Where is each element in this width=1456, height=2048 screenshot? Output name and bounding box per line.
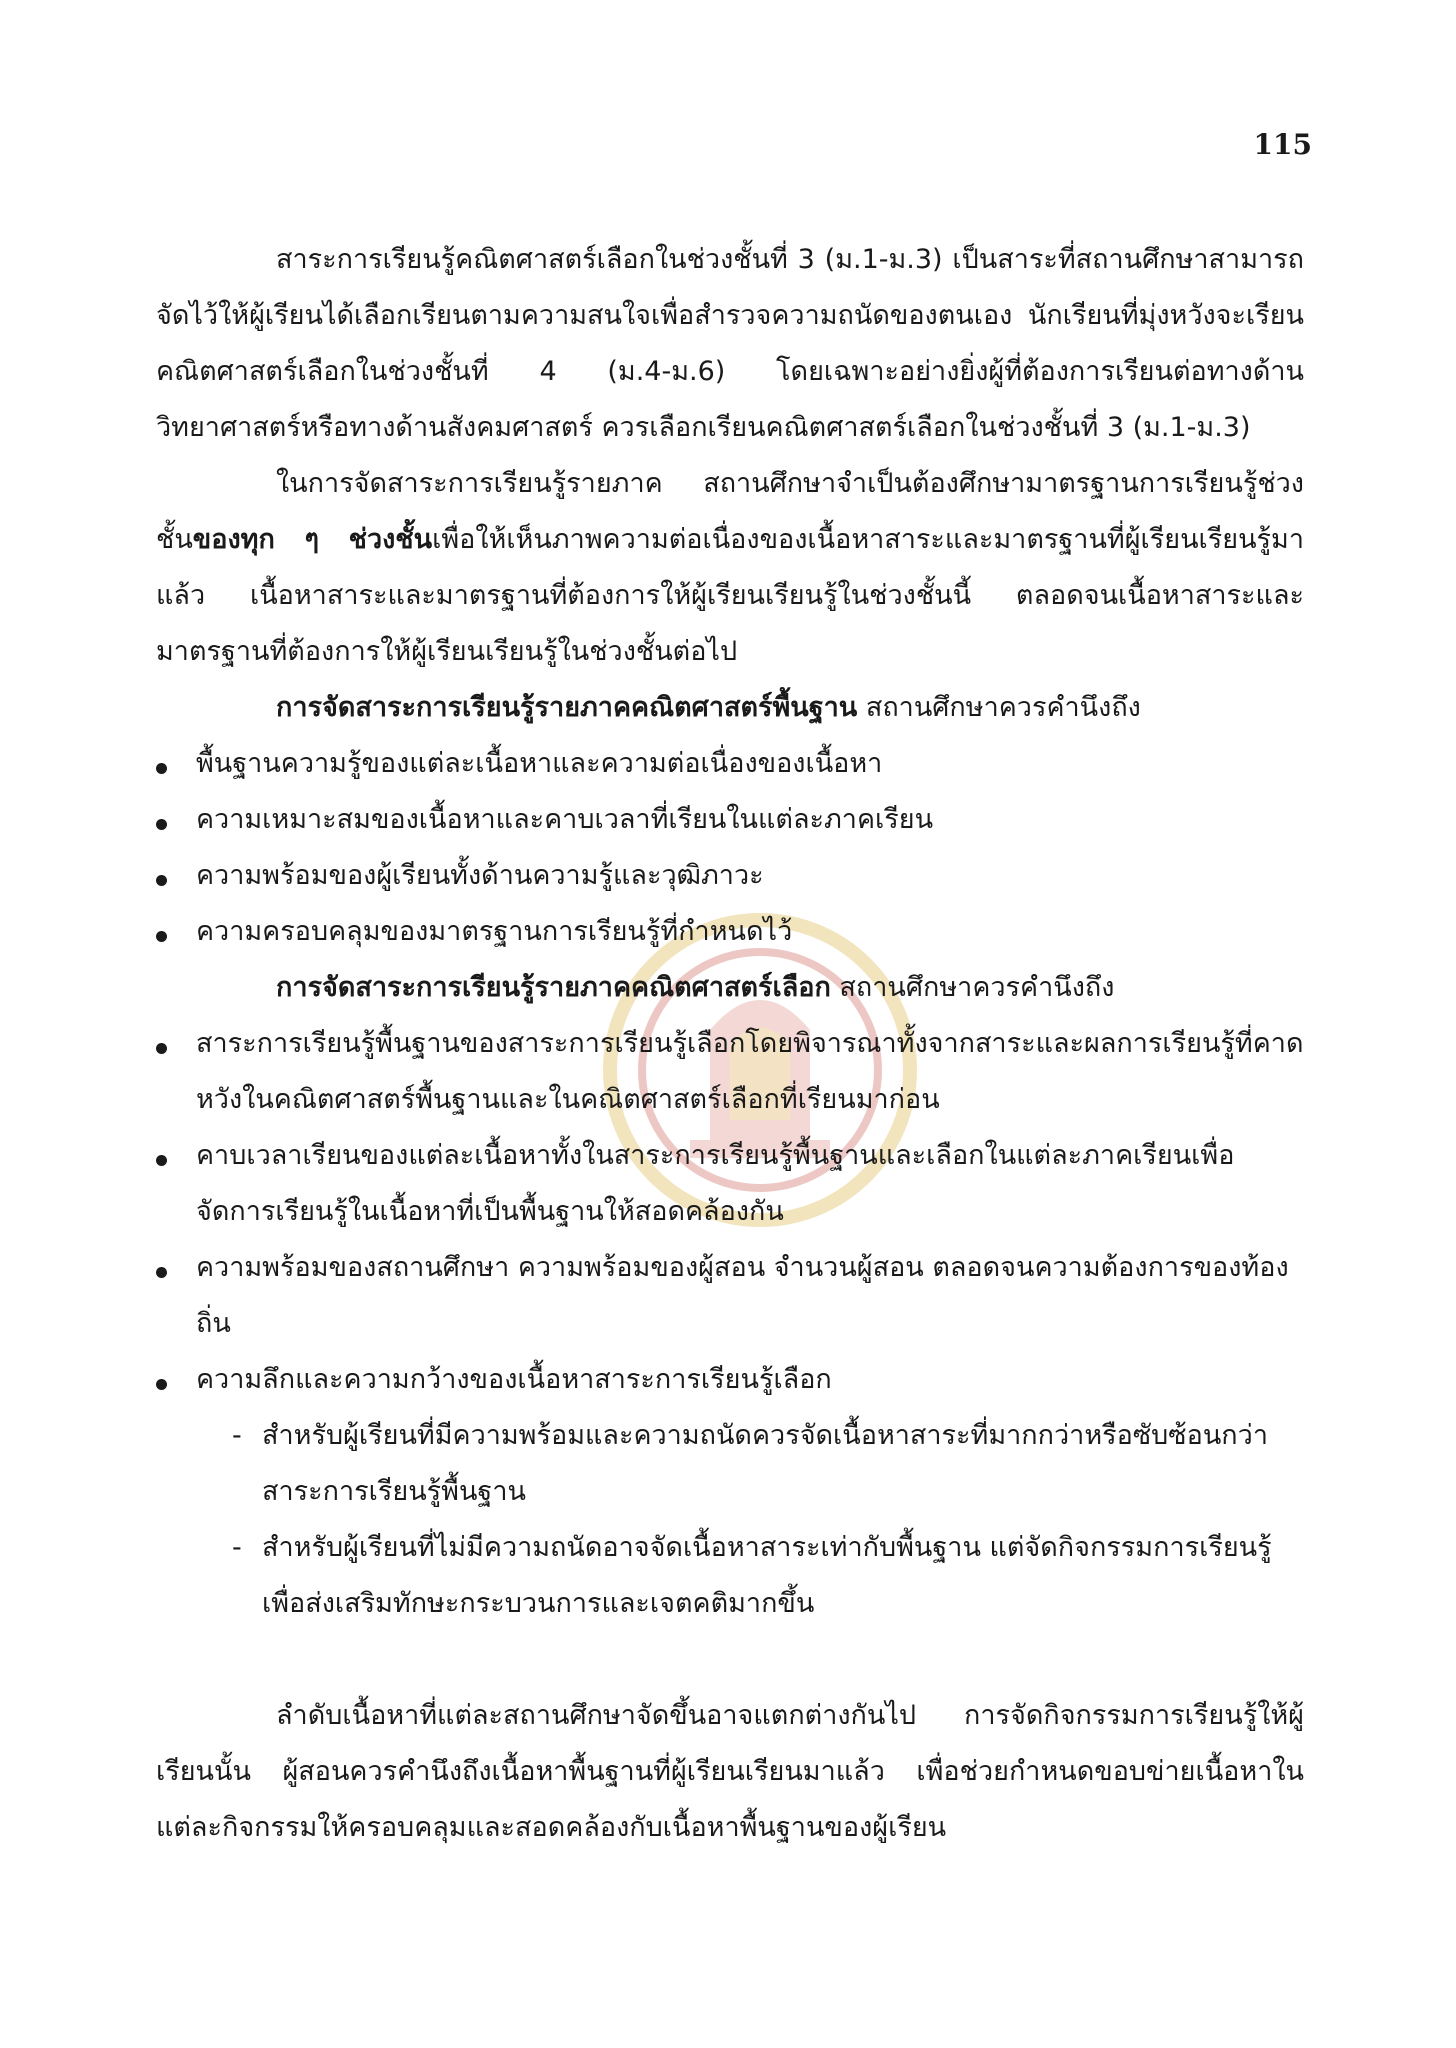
- bullet-icon: [156, 931, 167, 942]
- list-item: [156, 848, 1304, 904]
- elective-math-heading-rest: สถานศึกษาควรคำนึงถึง: [830, 972, 1115, 1003]
- basic-math-heading-rest: สถานศึกษาควรคำนึงถึง: [857, 692, 1141, 723]
- semester-paragraph-bold: ของทุก ๆ ช่วงชั้น: [192, 524, 433, 555]
- bullet-icon: [156, 1043, 167, 1054]
- list-item: [156, 1016, 1304, 1128]
- intro-paragraph: สาระการเรียนรู้คณิตศาสตร์เลือกในช่วงชั้นที่ 3 (ม.1-ม.3) เป็นสาระที่สถานศึกษาสามารถจัดไว้ให้ผู้เรียนได้เลือกเรียนตามความสนใจเพื่อสำรวจความถนัดของตนเอง นักเรียนที่มุ่งหวังจะเรียนคณิตศาสตร์เลือกในช่วงชั้นที่ 4 (ม.4-ม.6) โดยเฉพาะอย่างยิ่งผู้ที่ต้องการเรียนต่อทางด้านวิทยาศาสตร์หรือทางด้านสังคมศาสตร์ ควรเลือกเรียนคณิตศาสตร์เลือกในช่วงชั้นที่ 3 (ม.1-ม.3): [156, 244, 1304, 443]
- list-item: [156, 736, 1304, 792]
- semester-paragraph-text-2: เพื่อให้เห็นภาพความต่อเนื่องของเนื้อหาสาระและมาตรฐานที่ผู้เรียนเรียนรู้มาแล้ว เนื้อหาสาระและมาตรฐานที่ต้องการให้ผู้เรียนเรียนรู้ในช่วงชั้นนี้ ตลอดจนเนื้อหาสาระและมาตรฐานที่ต้องการให้ผู้เรียนเรียนรู้ในช่วงชั้นต่อไป: [156, 524, 1304, 667]
- bullet-icon: [156, 763, 167, 774]
- list-item: [156, 792, 1304, 848]
- dash-marker: -: [232, 1532, 242, 1563]
- sub-list-item-text: สำหรับผู้เรียนที่มีความพร้อมและความถนัดควรจัดเนื้อหาสาระที่มากกว่าหรือซับซ้อนกว่าสาระการเรียนรู้พื้นฐาน: [262, 1420, 1268, 1507]
- list-item-text: ความเหมาะสมของเนื้อหาและคาบเวลาที่เรียนในแต่ละภาคเรียน: [196, 804, 934, 835]
- list-item: [156, 1352, 1304, 1632]
- bullet-icon: [156, 1379, 167, 1390]
- bullet-icon: [156, 819, 167, 830]
- list-item-text: ความพร้อมของผู้เรียนทั้งด้านความรู้และวุฒิภาวะ: [196, 860, 764, 891]
- list-item: [156, 1128, 1304, 1240]
- basic-math-heading: [156, 680, 1304, 736]
- semester-paragraph-text-1: ในการจัดสาระการเรียนรู้รายภาค สถานศึกษาจำเป็นต้องศึกษามาตรฐานการเรียนรู้ช่วงชั้น: [156, 468, 1304, 555]
- semester-paragraph: [156, 456, 1304, 680]
- list-item-text: ความลึกและความกว้างของเนื้อหาสาระการเรียนรู้เลือก: [196, 1364, 832, 1395]
- list-item-text: ความพร้อมของสถานศึกษา ความพร้อมของผู้สอน จำนวนผู้สอน ตลอดจนความต้องการของท้องถิ่น: [196, 1252, 1289, 1339]
- sub-list-item: [232, 1408, 1304, 1520]
- list-item: [156, 1240, 1304, 1352]
- elective-math-heading: [156, 960, 1304, 1016]
- section-spacer: [156, 1632, 1304, 1688]
- sub-list-item: [232, 1520, 1304, 1632]
- bullet-icon: [156, 1155, 167, 1166]
- list-item-text: คาบเวลาเรียนของแต่ละเนื้อหาทั้งในสาระการเรียนรู้พื้นฐานและเลือกในแต่ละภาคเรียนเพื่อจัดการเรียนรู้ในเนื้อหาที่เป็นพื้นฐานให้สอดคล้องกัน: [196, 1140, 1235, 1227]
- dash-marker: -: [232, 1420, 242, 1451]
- list-item-text: ความครอบคลุมของมาตรฐานการเรียนรู้ที่กำหนดไว้: [196, 916, 793, 947]
- basic-math-heading-bold: การจัดสาระการเรียนรู้รายภาคคณิตศาสตร์พื้นฐาน: [276, 692, 858, 723]
- list-item-text: สาระการเรียนรู้พื้นฐานของสาระการเรียนรู้เลือกโดยพิจารณาทั้งจากสาระและผลการเรียนรู้ที่คาดหวังในคณิตศาสตร์พื้นฐานและในคณิตศาสตร์เลือกที่เรียนมาก่อน: [196, 1028, 1304, 1115]
- bullet-icon: [156, 875, 167, 886]
- bullet-icon: [156, 1267, 167, 1278]
- page-content: [156, 232, 1304, 1856]
- basic-math-list: [156, 736, 1304, 960]
- page-number: 115: [1253, 128, 1312, 161]
- list-item: [156, 904, 1304, 960]
- depth-sub-list: [196, 1408, 1304, 1632]
- closing-paragraph: ลำดับเนื้อหาที่แต่ละสถานศึกษาจัดขึ้นอาจแตกต่างกันไป การจัดกิจกรรมการเรียนรู้ให้ผู้เรียนนั้น ผู้สอนควรคำนึงถึงเนื้อหาพื้นฐานที่ผู้เรียนเรียนมาแล้ว เพื่อช่วยกำหนดขอบข่ายเนื้อหาในแต่ละกิจกรรมให้ครอบคลุมและสอดคล้องกับเนื้อหาพื้นฐานของผู้เรียน: [156, 1700, 1304, 1843]
- elective-math-list: [156, 1016, 1304, 1632]
- sub-list-item-text: สำหรับผู้เรียนที่ไม่มีความถนัดอาจจัดเนื้อหาสาระเท่ากับพื้นฐาน แต่จัดกิจกรรมการเรียนรู้เพื่อส่งเสริมทักษะกระบวนการและเจตคติมากขึ้น: [262, 1532, 1272, 1619]
- list-item-text: พื้นฐานความรู้ของแต่ละเนื้อหาและความต่อเนื่องของเนื้อหา: [196, 748, 883, 779]
- elective-math-heading-bold: การจัดสาระการเรียนรู้รายภาคคณิตศาสตร์เลือก: [276, 972, 831, 1003]
